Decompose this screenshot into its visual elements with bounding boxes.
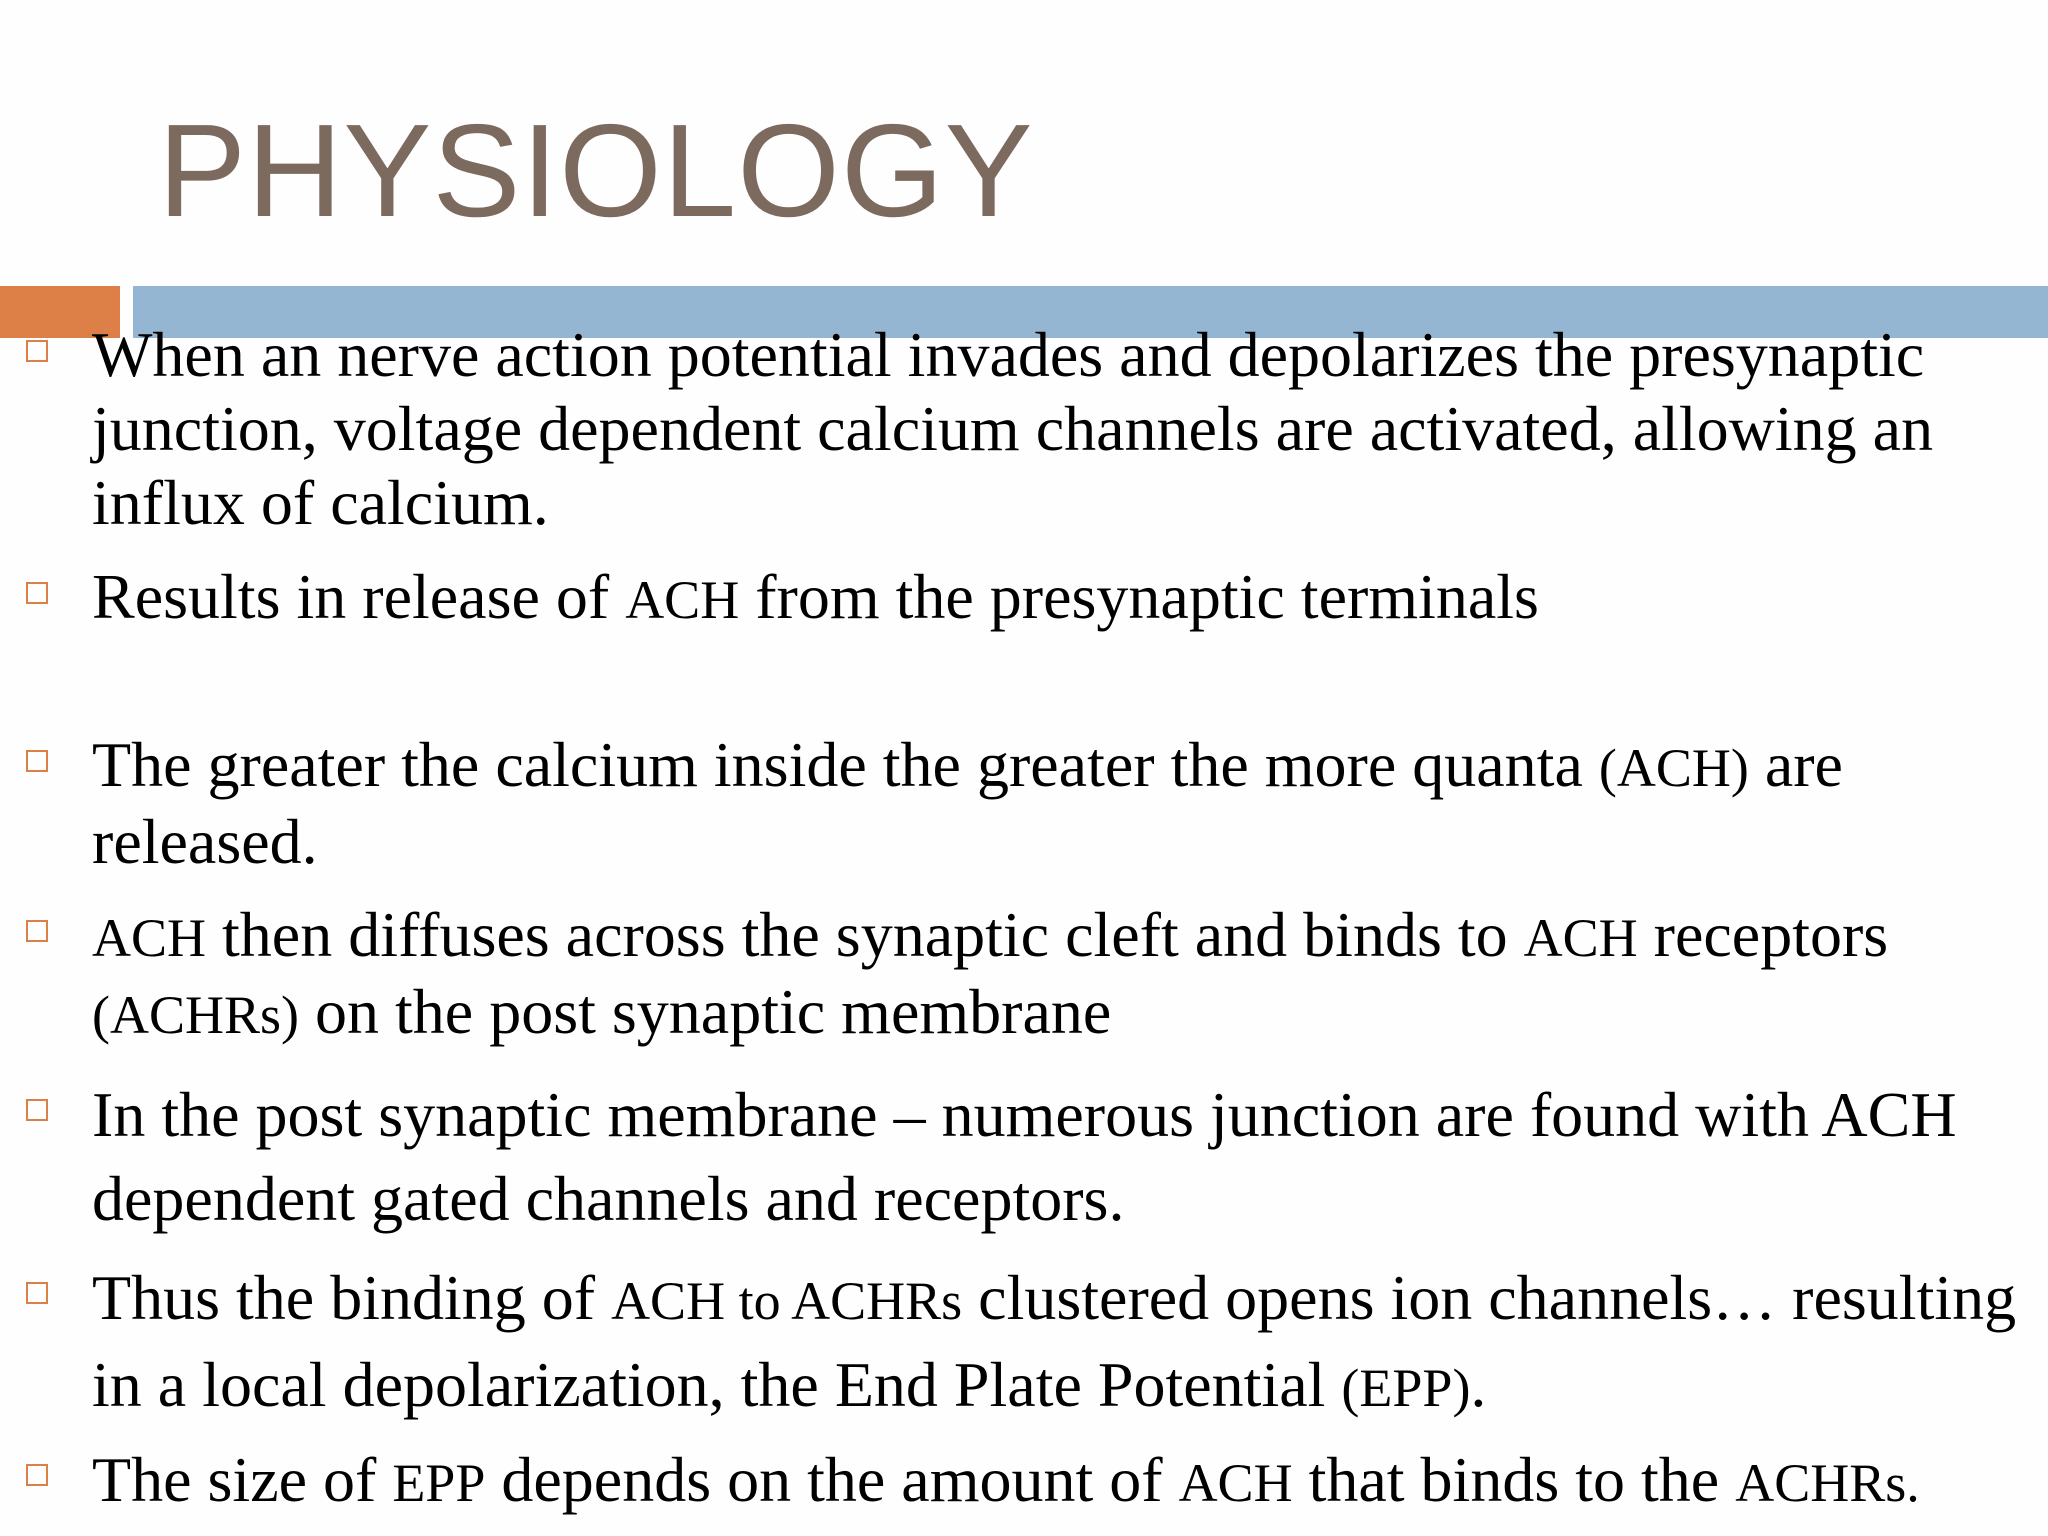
hollow-square-bullet-icon: [26, 920, 48, 942]
bullet-text: clustered opens ion channels… resulting in a local depolarization, the End Plate Potential: [92, 1262, 2017, 1420]
bullet-text: Results in release of: [92, 561, 626, 632]
bullet-item: [92, 898, 2032, 1052]
bullet-term: ACH: [92, 908, 207, 968]
hollow-square-bullet-icon: [26, 340, 48, 362]
hollow-square-bullet-icon: [26, 750, 48, 772]
bullet-text: .: [1470, 1349, 1487, 1420]
bullet-item: [92, 1256, 2032, 1430]
bullet-text: that binds to the: [1292, 1444, 1736, 1515]
bullet-text: on the post synaptic membrane: [299, 976, 1112, 1047]
bullet-item: [92, 1438, 2032, 1525]
bullet-text: receptors: [1637, 899, 1889, 970]
bullet-text: The size of: [92, 1444, 393, 1515]
bullet-term: ACH: [625, 570, 740, 630]
bullet-term: ACHRs.: [1735, 1453, 1920, 1513]
bullet-item: [92, 728, 2032, 879]
bullet-term: ACH: [1178, 1453, 1293, 1513]
bullet-term: ACH to ACHRs: [611, 1271, 963, 1331]
slide-title: PHYSIOLOGY: [158, 97, 1034, 244]
bullet-item: [92, 1073, 2032, 1241]
bullet-term: ACH: [1523, 908, 1638, 968]
bullet-text: depends on the amount of: [485, 1444, 1179, 1515]
hollow-square-bullet-icon: [26, 582, 48, 604]
bullet-text: In the post synaptic membrane – numerous junction are found with ACH dependent gated channels and receptors.: [92, 1079, 1957, 1234]
bullet-text: The greater the calcium inside the greater the more quanta: [92, 729, 1599, 800]
bullet-text: then diffuses across the synaptic cleft and binds to: [206, 899, 1524, 970]
bullet-text: Thus the binding of: [92, 1262, 612, 1333]
bullet-term: EPP: [392, 1453, 486, 1513]
bullet-item: [92, 318, 2032, 540]
bullet-term: (ACHRs): [92, 985, 300, 1045]
bullet-text: are released.: [92, 729, 1843, 877]
hollow-square-bullet-icon: [26, 1099, 48, 1121]
bullet-text: from the presynaptic terminals: [739, 561, 1539, 632]
bullet-item: [92, 560, 2032, 637]
bullet-term: (ACH): [1598, 738, 1749, 798]
bullet-text: When an nerve action potential invades and depolarizes the presynaptic junction, voltage dependent calcium channels are activated, allowing an influx of calcium.: [92, 319, 1934, 538]
bullet-term: (EPP): [1341, 1358, 1471, 1418]
hollow-square-bullet-icon: [26, 1464, 48, 1486]
hollow-square-bullet-icon: [26, 1282, 48, 1304]
